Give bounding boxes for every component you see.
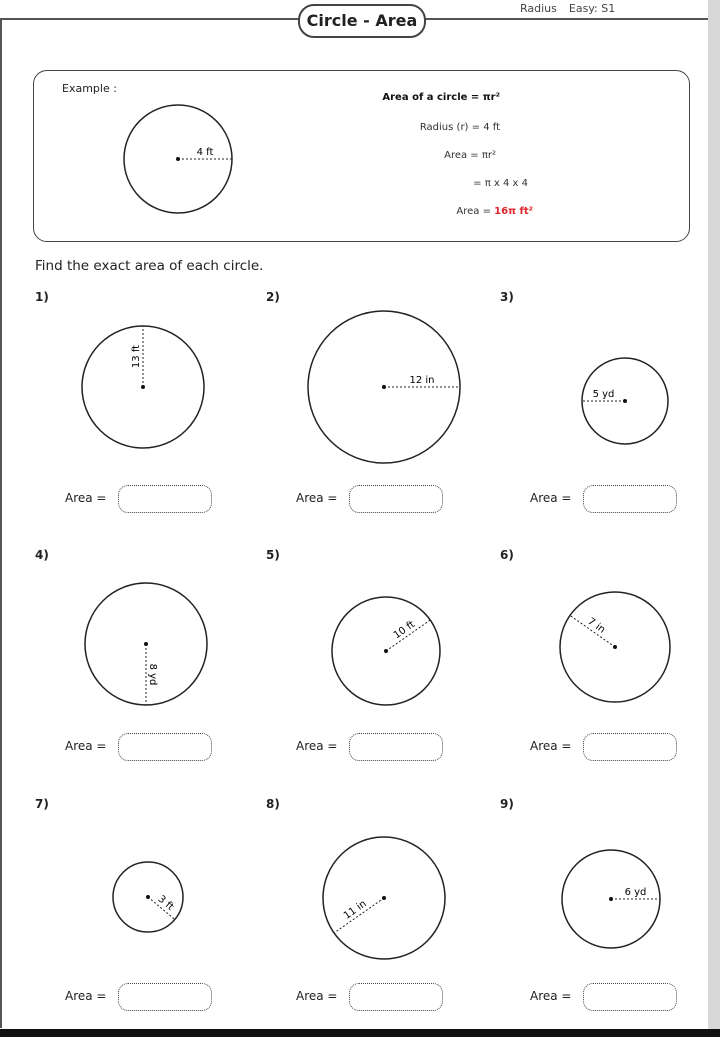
area-label: Area = [296, 491, 338, 505]
answer-box-1[interactable] [118, 485, 212, 513]
problem-number: 7) [35, 797, 49, 811]
answer-box-9[interactable] [583, 983, 677, 1011]
center-dot [382, 896, 386, 900]
radius-line: Radius (r) = 4 ft [419, 122, 500, 133]
area-label: Area = [530, 491, 572, 505]
topic: Radius [520, 2, 557, 15]
answer-line: Area = 16π ft² [456, 206, 533, 217]
radius-label: 8 yd [147, 663, 158, 686]
center-dot [384, 649, 388, 653]
area-label: Area = [65, 739, 107, 753]
problem-number: 5) [266, 548, 280, 562]
answer-box-4[interactable] [118, 733, 212, 761]
center-dot [176, 157, 180, 161]
answer-box-8[interactable] [349, 983, 443, 1011]
answer-box-7[interactable] [118, 983, 212, 1011]
radius-label: 6 yd [624, 887, 647, 898]
center-dot [382, 385, 386, 389]
answer-box-6[interactable] [583, 733, 677, 761]
area-label: Area = [530, 989, 572, 1003]
problem-number: 8) [266, 797, 280, 811]
answer-box-5[interactable] [349, 733, 443, 761]
formula: Area of a circle = πr² [382, 92, 500, 103]
instructions: Find the exact area of each circle. [35, 258, 264, 274]
example-label: Example : [62, 82, 117, 95]
answer-box-3[interactable] [583, 485, 677, 513]
radius-label: 4 ft [196, 147, 214, 158]
area-label: Area = [296, 739, 338, 753]
problem-circle-8 [323, 837, 445, 959]
center-dot [144, 642, 148, 646]
center-dot [623, 399, 627, 403]
area-label: Area = [65, 491, 107, 505]
problem-circle-3 [582, 358, 668, 444]
problem-circle-2 [308, 311, 460, 463]
radius-label: 11 in [341, 898, 369, 922]
center-dot [146, 895, 150, 899]
example-answer: 16π ft² [494, 206, 533, 217]
worksheet-title: Circle - Area [298, 4, 426, 38]
example-circle [124, 105, 232, 213]
calc-line: = π x 4 x 4 [473, 178, 528, 189]
radius-label: 10 ft [391, 619, 418, 642]
problem-number: 3) [500, 290, 514, 304]
problem-number: 2) [266, 290, 280, 304]
problem-circle-6 [560, 592, 670, 702]
problem-number: 4) [35, 548, 49, 562]
center-dot [609, 897, 613, 901]
problem-circle-7 [113, 862, 183, 932]
radius-label: 13 ft [131, 344, 142, 369]
area-label: Area = [296, 989, 338, 1003]
radius-label: 5 yd [592, 389, 615, 400]
area-label: Area = [65, 989, 107, 1003]
problem-circle-9 [562, 850, 660, 948]
problem-number: 9) [500, 797, 514, 811]
problem-number: 6) [500, 548, 514, 562]
problem-circle-4 [85, 583, 207, 705]
center-dot [141, 385, 145, 389]
problem-circle-1 [82, 326, 204, 448]
area-label: Area = [530, 739, 572, 753]
area-line: Area = πr² [444, 150, 496, 161]
level: Easy: S1 [568, 2, 616, 15]
radius-label: 12 in [409, 375, 435, 386]
radius-label: 7 in [585, 616, 608, 636]
problem-circle-5 [332, 597, 440, 705]
radius-label: 3 ft [155, 893, 176, 913]
answer-box-2[interactable] [349, 485, 443, 513]
center-dot [613, 645, 617, 649]
problem-number: 1) [35, 290, 49, 304]
